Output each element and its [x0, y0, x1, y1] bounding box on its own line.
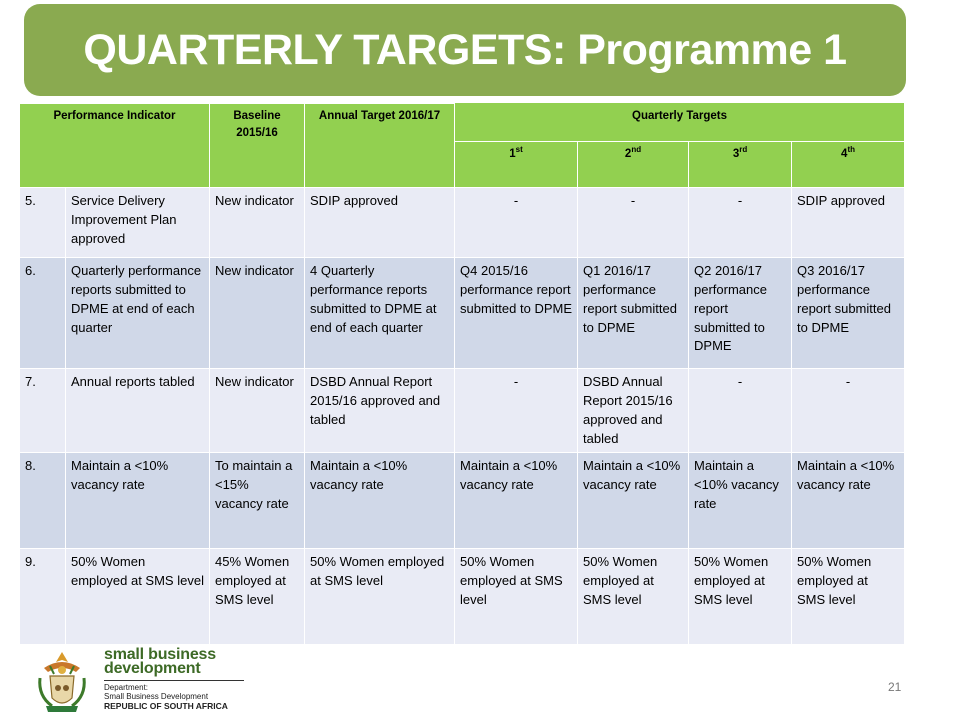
row-number: 8. — [20, 453, 66, 549]
row-q4: - — [792, 369, 905, 453]
row-baseline: New indicator — [210, 188, 305, 258]
title-banner — [24, 4, 906, 96]
header-annual-target: Annual Target 2016/17 — [305, 104, 455, 188]
row-q3: Maintain a <10% vacancy rate — [689, 453, 792, 549]
header-q1: 1st — [455, 142, 578, 188]
row-baseline: New indicator — [210, 258, 305, 369]
row-q1: 50% Women employed at SMS level — [455, 549, 578, 645]
row-q4: Maintain a <10% vacancy rate — [792, 453, 905, 549]
row-q2: Maintain a <10% vacancy rate — [578, 453, 689, 549]
header-q3: 3rd — [689, 142, 792, 188]
header-q2: 2nd — [578, 142, 689, 188]
row-number: 5. — [20, 188, 66, 258]
brand-line-1: small business — [104, 646, 216, 663]
quarterly-targets-table — [19, 103, 905, 645]
divider — [104, 680, 244, 681]
row-q2: 50% Women employed at SMS level — [578, 549, 689, 645]
page-number: 21 — [888, 680, 902, 694]
row-number: 9. — [20, 549, 66, 645]
row-q1: - — [455, 188, 578, 258]
row-q2: - — [578, 188, 689, 258]
row-annual-target: DSBD Annual Report 2015/16 approved and tabled — [305, 369, 455, 453]
row-q4: 50% Women employed at SMS level — [792, 549, 905, 645]
department-label: Department: — [104, 683, 149, 692]
row-q3: 50% Women employed at SMS level — [689, 549, 792, 645]
country-name: REPUBLIC OF SOUTH AFRICA — [104, 701, 228, 711]
row-indicator: Service Delivery Improvement Plan approved — [66, 188, 210, 258]
row-q4: SDIP approved — [792, 188, 905, 258]
row-baseline: New indicator — [210, 369, 305, 453]
row-annual-target: Maintain a <10% vacancy rate — [305, 453, 455, 549]
department-name: Small Business Development — [104, 692, 209, 701]
table-row — [20, 188, 905, 258]
brand-line-2: development — [104, 660, 201, 677]
row-number: 7. — [20, 369, 66, 453]
row-q1: Q4 2015/16 performance report submitted to DPME — [455, 258, 578, 369]
table-row — [20, 369, 905, 453]
row-indicator: Quarterly performance reports submitted to DPME at end of each quarter — [66, 258, 210, 369]
row-q1: - — [455, 369, 578, 453]
row-indicator: Maintain a <10% vacancy rate — [66, 453, 210, 549]
header-quarterly-targets: Quarterly Targets — [455, 104, 905, 142]
row-q3: Q2 2016/17 performance report submitted to DPME — [689, 258, 792, 369]
dsbd-logo — [32, 646, 252, 716]
row-number: 6. — [20, 258, 66, 369]
row-indicator: Annual reports tabled — [66, 369, 210, 453]
header-q4: 4th — [792, 142, 905, 188]
row-q4: Q3 2016/17 performance report submitted to DPME — [792, 258, 905, 369]
coat-of-arms-icon — [32, 648, 92, 714]
row-annual-target: 4 Quarterly performance reports submitted to DPME at end of each quarter — [305, 258, 455, 369]
row-q3: - — [689, 369, 792, 453]
row-q3: - — [689, 188, 792, 258]
table-row — [20, 258, 905, 369]
row-indicator: 50% Women employed at SMS level — [66, 549, 210, 645]
row-annual-target: SDIP approved — [305, 188, 455, 258]
row-baseline: To maintain a <15% vacancy rate — [210, 453, 305, 549]
row-q2: Q1 2016/17 performance report submitted to DPME — [578, 258, 689, 369]
row-annual-target: 50% Women employed at SMS level — [305, 549, 455, 645]
row-baseline: 45% Women employed at SMS level — [210, 549, 305, 645]
row-q1: Maintain a <10% vacancy rate — [455, 453, 578, 549]
row-q2: DSBD Annual Report 2015/16 approved and tabled — [578, 369, 689, 453]
table-row — [20, 453, 905, 549]
table-row — [20, 549, 905, 645]
slide-title: QUARTERLY TARGETS: Programme 1 — [83, 25, 847, 74]
header-performance-indicator: Performance Indicator — [20, 104, 210, 188]
header-baseline: Baseline 2015/16 — [210, 104, 305, 188]
